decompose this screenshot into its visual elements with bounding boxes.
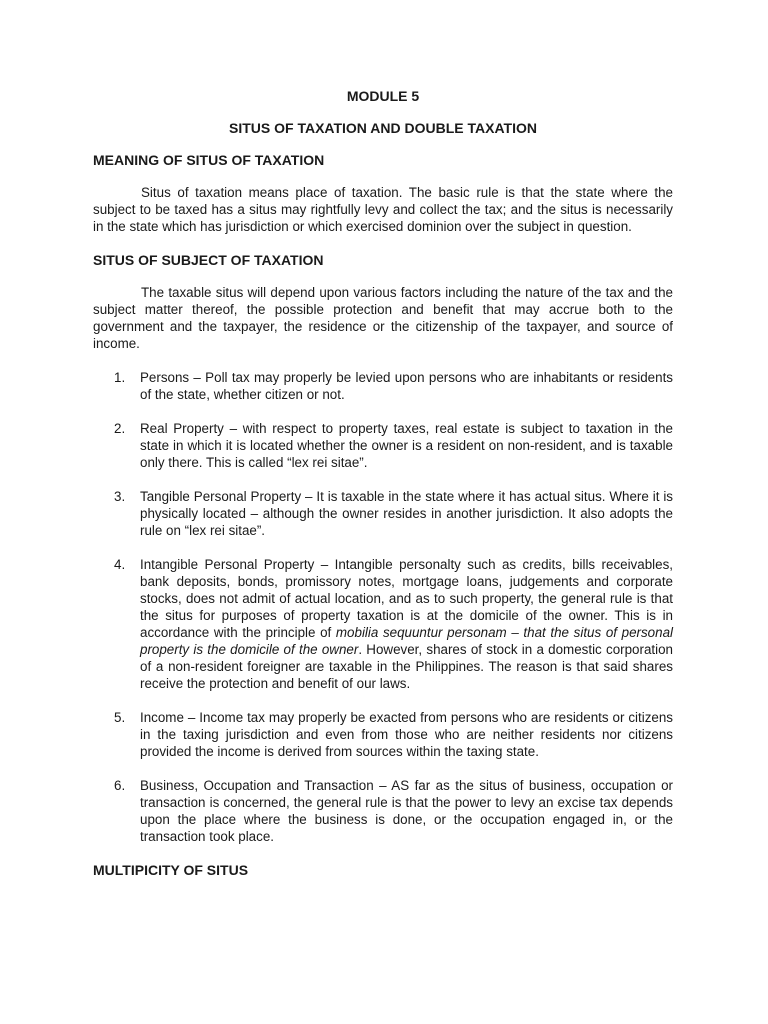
list-text: Real Property – with respect to property taxes, real estate is subject to taxation in the state in which it is located whether the owner is a resident on non-resident, and is taxable only there. This is called “lex rei sitae”.: [140, 421, 673, 470]
document-body: [93, 88, 673, 894]
list-number: 6.: [114, 778, 126, 793]
list-text: Persons – Poll tax may properly be levied upon persons who are inhabitants or residents of the state, whether citizen or not.: [140, 370, 673, 402]
list-item-income: [114, 709, 673, 760]
list-text: Income – Income tax may properly be exacted from persons who are residents or citizens in the taxing jurisdiction and even from those who are neither residents nor citizens provided the income is derived from sources within the taxing state.: [140, 710, 673, 759]
list-number: 4.: [114, 557, 126, 572]
module-label: MODULE 5: [346, 88, 420, 104]
list-text: Business, Occupation and Transaction – AS far as the situs of business, occupation or transaction is concerned, the general rule is that the power to levy an excise tax depends upon the place where the business is done, or the occupation engaged in, or the transaction took place.: [140, 778, 673, 844]
list-number: 1.: [114, 370, 126, 385]
list-item-persons: [114, 369, 673, 403]
list-number: 2.: [114, 421, 126, 436]
list-item-real-property: [114, 420, 673, 471]
document-title: SITUS OF TAXATION AND DOUBLE TAXATION: [229, 120, 537, 136]
situs-list: [93, 369, 673, 845]
heading-multiplicity-of-situs: MULTIPICITY OF SITUS: [93, 862, 249, 878]
list-text-before: Intangible Personal Property – Intangible personalty such as credits, bills receivables, bank deposits, bonds, promissory notes, mortgage loans, judgements and corporate stocks, does not admit of actual location, and as to such property, the general rule is that the situs for purposes of property taxation is at the domicile of the owner. This is in accordance with the principle of: [140, 557, 673, 640]
list-number: 5.: [114, 710, 126, 725]
list-text-after: . However, shares of stock in a domestic corporation of a non-resident foreigner are taxable in the Philippines. The reason is that said shares receive the protection and benefit of our laws.: [140, 642, 673, 691]
list-number: 3.: [114, 489, 126, 504]
list-text-italic: mobilia sequuntur personam – that the situs of personal property is the domicile of the owner: [140, 625, 673, 657]
heading-situs-of-subject: SITUS OF SUBJECT OF TAXATION: [93, 252, 324, 268]
paragraph-situs-of-subject: The taxable situs will depend upon various factors including the nature of the tax and the subject matter thereof, the possible protection and benefit that may accrue both to the government and the taxpayer, the residence or the citizenship of the taxpayer, and source of income.: [93, 285, 673, 351]
list-item-business: [114, 777, 673, 845]
list-text: Tangible Personal Property – It is taxable in the state where it has actual situs. Where it is physically located – although the owner resides in another jurisdiction. It also adopts the rule on “lex rei sitae”.: [140, 489, 673, 538]
paragraph-meaning-of-situs: Situs of taxation means place of taxation. The basic rule is that the state where the subject to be taxed has a situs may rightfully levy and collect the tax; and the situs is necessarily in the state which has jurisdiction or which exercised dominion over the subject in question.: [93, 185, 673, 234]
heading-meaning-of-situs: MEANING OF SITUS OF TAXATION: [93, 152, 325, 168]
list-item-intangible-property: [114, 556, 673, 692]
list-item-tangible-property: [114, 488, 673, 539]
